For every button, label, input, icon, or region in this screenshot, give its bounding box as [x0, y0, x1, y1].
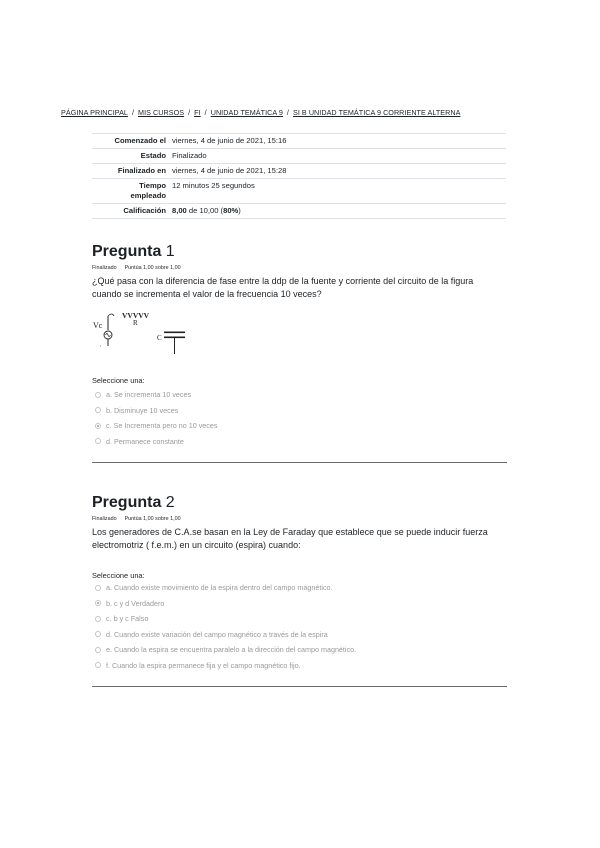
summary-value: 12 minutos 25 segundos [172, 179, 506, 204]
breadcrumb-separator: / [188, 108, 191, 117]
divider [92, 686, 507, 687]
question-1-title [92, 243, 175, 261]
breadcrumb-separator: / [131, 108, 135, 117]
question-1-options [95, 387, 217, 449]
answer-option[interactable] [95, 596, 356, 612]
summary-row [92, 164, 506, 179]
answer-option[interactable] [95, 387, 217, 403]
question-1-prompt: Seleccione una: [92, 376, 145, 385]
answer-option[interactable] [95, 418, 217, 434]
option-label: b. c y d Verdadero [106, 598, 165, 608]
answer-option[interactable] [95, 580, 356, 596]
sine-icon [106, 334, 111, 337]
question-status: Finalizado [92, 265, 117, 271]
radio-button[interactable] [95, 423, 101, 429]
answer-option[interactable] [95, 434, 217, 450]
option-label: b. Disminuye 10 veces [106, 405, 179, 415]
radio-button[interactable] [95, 662, 101, 668]
divider [92, 462, 507, 463]
question-2-options [95, 580, 356, 673]
capacitor-plate [164, 337, 185, 339]
summary-value: viernes, 4 de junio de 2021, 15:16 [172, 134, 506, 149]
dot-mark: , [100, 342, 102, 348]
question-2-prompt: Seleccione una: [92, 571, 145, 580]
grade-end: ) [238, 206, 241, 215]
option-label: e. Cuando la espira se encuentra paralelo a la dirección del campo magnético. [106, 645, 357, 655]
option-label: c. b y c Falso [106, 614, 149, 624]
question-1-text: ¿Qué pasa con la diferencia de fase entre la ddp de la fuente y corriente del circuito de la figura cuando se incrementa el valor de la frecuencia 10 veces? [92, 276, 474, 299]
breadcrumb-home[interactable]: PÁGINA PRINCIPAL [61, 108, 128, 117]
vc-label: Vc [93, 321, 103, 330]
radio-button[interactable] [95, 600, 101, 606]
option-label: d. Permanece constante [106, 436, 184, 446]
circuit-diagram [92, 308, 192, 358]
question-number: 1 [165, 243, 175, 260]
c-label: C [157, 334, 162, 342]
resistor-glyph: VVVVV [122, 311, 150, 320]
question-label: Pregunta [92, 494, 162, 511]
summary-row [92, 179, 506, 204]
question-points: Puntúa 1,00 sobre 1,00 [124, 516, 181, 522]
answer-option[interactable] [95, 611, 356, 627]
summary-value: viernes, 4 de junio de 2021, 15:28 [172, 164, 506, 179]
option-label: a. Se incrementa 10 veces [106, 390, 192, 400]
radio-button[interactable] [95, 647, 101, 653]
breadcrumb-separator: / [286, 108, 289, 117]
breadcrumb-quiz[interactable]: SI B UNIDAD TEMÁTICA 9 CORRIENTE ALTERNA [292, 108, 461, 117]
answer-option[interactable] [95, 627, 356, 643]
question-number: 2 [165, 494, 175, 511]
summary-label [92, 179, 172, 204]
breadcrumb [61, 108, 460, 117]
radio-button[interactable] [95, 631, 101, 637]
grade-percent: 80% [223, 206, 239, 215]
wire-curl [108, 314, 114, 316]
time-label-line2: empleado [130, 191, 166, 200]
question-label: Pregunta [92, 243, 162, 260]
summary-label: Calificación [92, 204, 172, 219]
r-label: R [133, 319, 138, 327]
summary-value: Finalizado [172, 149, 506, 164]
radio-button[interactable] [95, 438, 101, 444]
radio-button[interactable] [95, 585, 101, 591]
breadcrumb-unit[interactable]: UNIDAD TEMÁTICA 9 [210, 108, 283, 117]
summary-label: Estado [92, 149, 172, 164]
capacitor-plate [164, 332, 185, 334]
breadcrumb-my-courses[interactable]: MIS CURSOS [138, 108, 185, 117]
option-label: d. Cuando existe variación del campo magnético a través de la espira [106, 629, 328, 639]
summary-row [92, 204, 506, 219]
question-2-text: Los generadores de C.A.se basan en la Ley de Faraday que establece que se puede inducir fuerza electromotriz ( f.e.m.) en un circuito (espira) cuando: [92, 527, 488, 550]
option-label: f. Cuando la espira permanece fija y el campo magnético fijo. [106, 660, 301, 670]
radio-button[interactable] [95, 392, 101, 398]
answer-option[interactable] [95, 658, 356, 674]
answer-option[interactable] [95, 642, 356, 658]
breadcrumb-separator: / [204, 108, 207, 117]
option-label: c. Se Incrementa pero no 10 veces [106, 421, 218, 431]
grade-mid: de 10,00 ( [186, 206, 224, 215]
option-label: a. Cuando existe movimiento de la espira dentro del campo magnético. [106, 583, 333, 593]
question-status: Finalizado [92, 516, 117, 522]
summary-row [92, 149, 506, 164]
question-2-meta [92, 516, 189, 522]
time-label-line1: Tiempo [139, 181, 166, 190]
answer-option[interactable] [95, 403, 217, 419]
summary-value [172, 204, 506, 219]
grade-score: 8,00 [172, 206, 187, 215]
attempt-summary [92, 133, 506, 219]
summary-label: Finalizado en [92, 164, 172, 179]
summary-label: Comenzado el [92, 134, 172, 149]
radio-button[interactable] [95, 616, 101, 622]
radio-button[interactable] [95, 407, 101, 413]
breadcrumb-course[interactable]: FI [194, 108, 201, 117]
question-1-meta [92, 265, 189, 271]
summary-row [92, 134, 506, 149]
question-2-title [92, 494, 175, 512]
question-points: Puntúa 1,00 sobre 1,00 [124, 265, 181, 271]
